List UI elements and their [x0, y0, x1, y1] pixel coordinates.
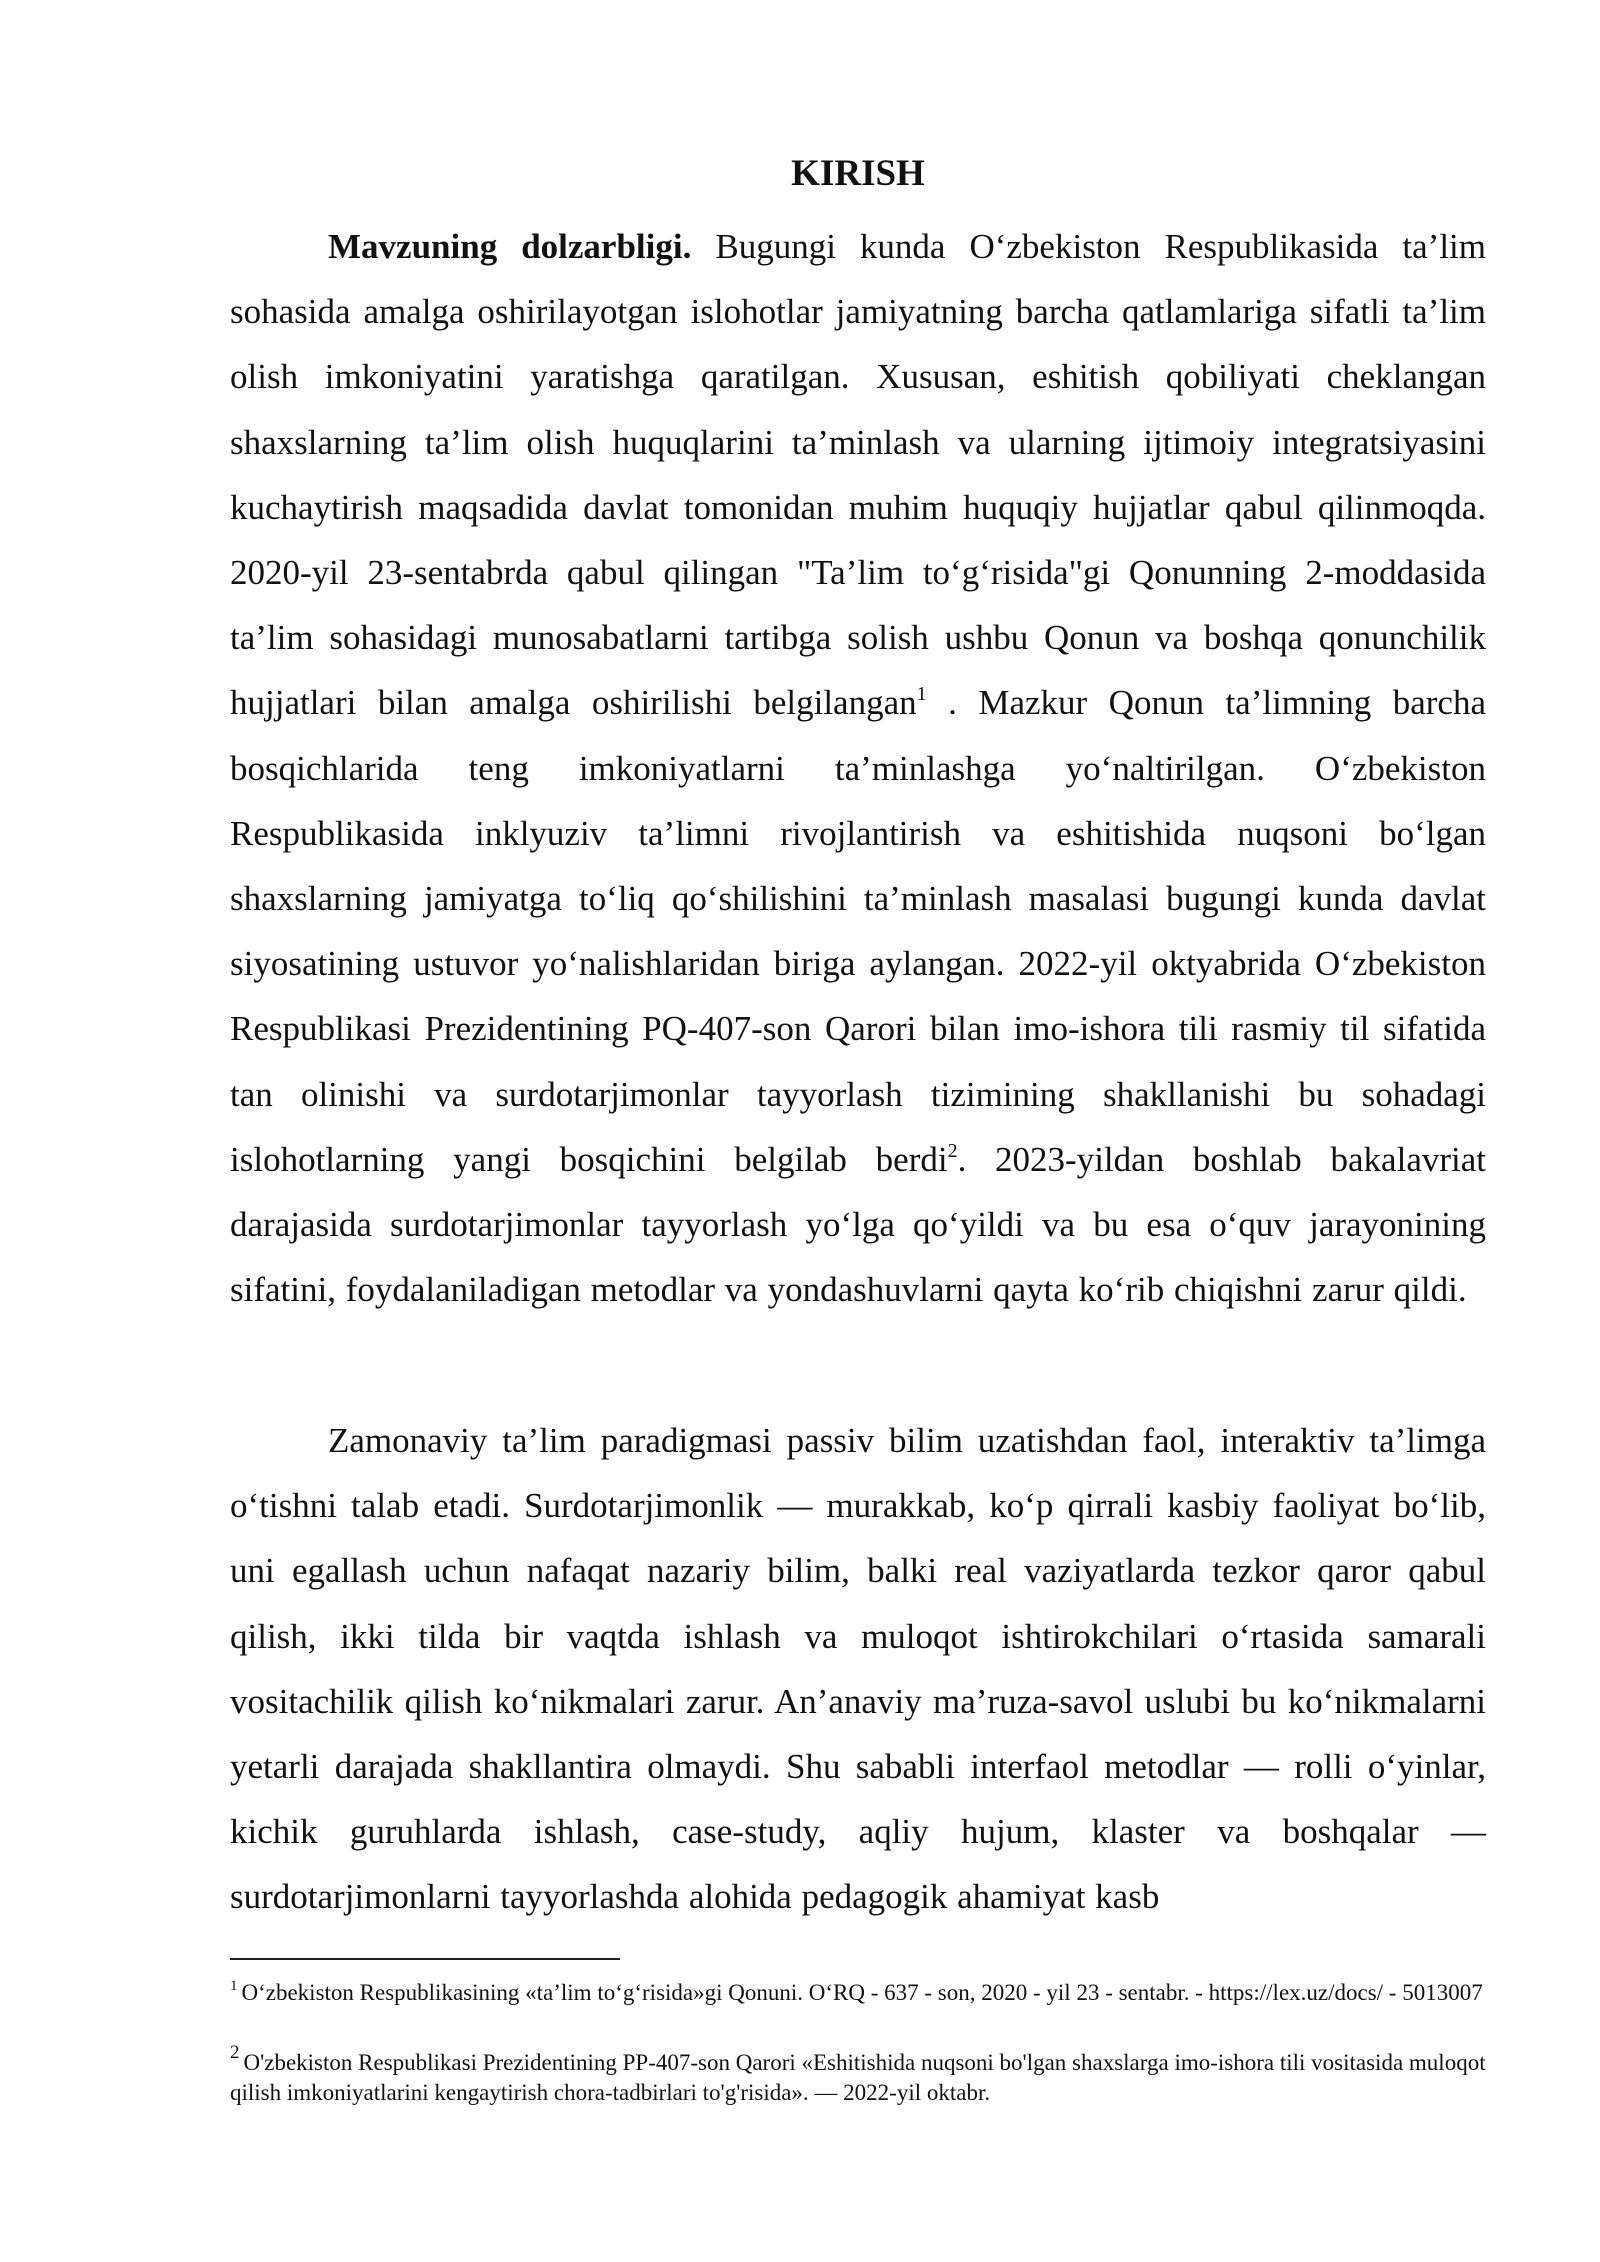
paragraph-text: . 2023-yildan boshlab bakalavriat darajasida surdotarjimonlar tayyorlash yo‘lga qo‘yildi va bu esa o‘quv jarayonining sifatini, foydalaniladigan metodlar va yondashuvlarni qayta ko‘rib chiqishni zarur qildi.: [230, 1139, 1486, 1310]
paragraph-relevance: [230, 214, 1486, 1322]
paragraph-lead: Mavzuning dolzarbligi.: [328, 227, 692, 266]
paragraph-text: . Mazkur Qonun ta’limning barcha bosqichlarida teng imkoniyatlarni ta’minlashga yo‘naltirilgan. O‘zbekiston Respublikasida inklyuziv ta’limni rivojlantirish va eshitishida nuqsoni bo‘lgan shaxslarning jamiyatga to‘liq qo‘shilishini ta’minlash masalasi bugungi kunda davlat siyosatining ustuvor yo‘nalishlaridan biriga aylangan. 2022-yil oktyabrida O‘zbekiston Respublikasi Prezidentining PQ-407-son Qarori bilan imo-ishora tili rasmiy til sifatida tan olinishi va surdotarjimonlar tayyorlash tizimining shakllanishi bu sohadagi islohotlarning yangi bosqichini belgilab berdi: [230, 683, 1486, 1179]
paragraph-text: Bugungi kunda O‘zbekiston Respublikasida ta’lim sohasida amalga oshirilayotgan islohotlar jamiyatning barcha qatlamlariga sifatli ta’lim olish imkoniyatini yaratishga qaratilgan. Xususan, eshitish qobiliyati cheklangan shaxslarning ta’lim olish huquqlarini ta’minlash va ularning ijtimoiy integratsiyasini kuchaytirish maqsadida davlat tomonidan muhim huquqiy hujjatlar qabul qilinmoqda. 2020-yil 23-sentabrda qabul qilingan "Ta’lim to‘g‘risida"gi Qonunning 2-moddasida ta’lim sohasidagi munosabatlarni tartibga solish ushbu Qonun va boshqa qonunchilik hujjatlari bilan amalga oshirilishi belgilangan: [230, 227, 1486, 723]
footnote-2: [230, 2042, 1486, 2108]
section-heading: KIRISH: [791, 153, 925, 194]
footnote-reference-1[interactable]: 1: [916, 683, 927, 706]
footnote-marker: 2: [230, 2042, 240, 2063]
footnote-text: O‘zbekiston Respublikasining «ta’lim to‘g‘risida»gi Qonuni. O‘RQ - 637 - son, 2020 - yil 23 - sentabr. - https://lex.uz/docs/ - 5013007: [241, 1980, 1483, 2005]
footnote-separator: [230, 1958, 620, 1960]
footnote-1: [230, 1978, 1486, 2008]
footnote-reference-2[interactable]: 2: [947, 1139, 958, 1162]
footnote-marker: 1: [230, 1978, 238, 1994]
footnote-text: O'zbekiston Respublikasi Prezidentining PP-407-son Qarori «Eshitishida nuqsoni bo'lgan shaxslarga imo-ishora tili vositasida muloqot qilish imkoniyatlarini kengaytirish chora-tadbirlari to'g'risida». — 2022-yil oktabr.: [230, 2050, 1486, 2105]
paragraph-modern-education: Zamonaviy ta’lim paradigmasi passiv bilim uzatishdan faol, interaktiv ta’limga o‘tishni talab etadi. Surdotarjimonlik — murakkab, ko‘p qirrali kasbiy faoliyat bo‘lib, uni egallash uchun nafaqat nazariy bilim, balki real vaziyatlarda tezkor qaror qabul qilish, ikki tilda bir vaqtda ishlash va muloqot ishtirokchilari o‘rtasida samarali vositachilik qilish ko‘nikmalari zarur. An’anaviy ma’ruza-savol uslubi bu ko‘nikmalarni yetarli darajada shakllantira olmaydi. Shu sababli interfaol metodlar — rolli o‘yinlar, kichik guruhlarda ishlash, case-study, aqliy hujum, klaster va boshqalar — surdotarjimonlarni tayyorlashda alohida pedagogik ahamiyat kasb: [230, 1421, 1486, 1917]
